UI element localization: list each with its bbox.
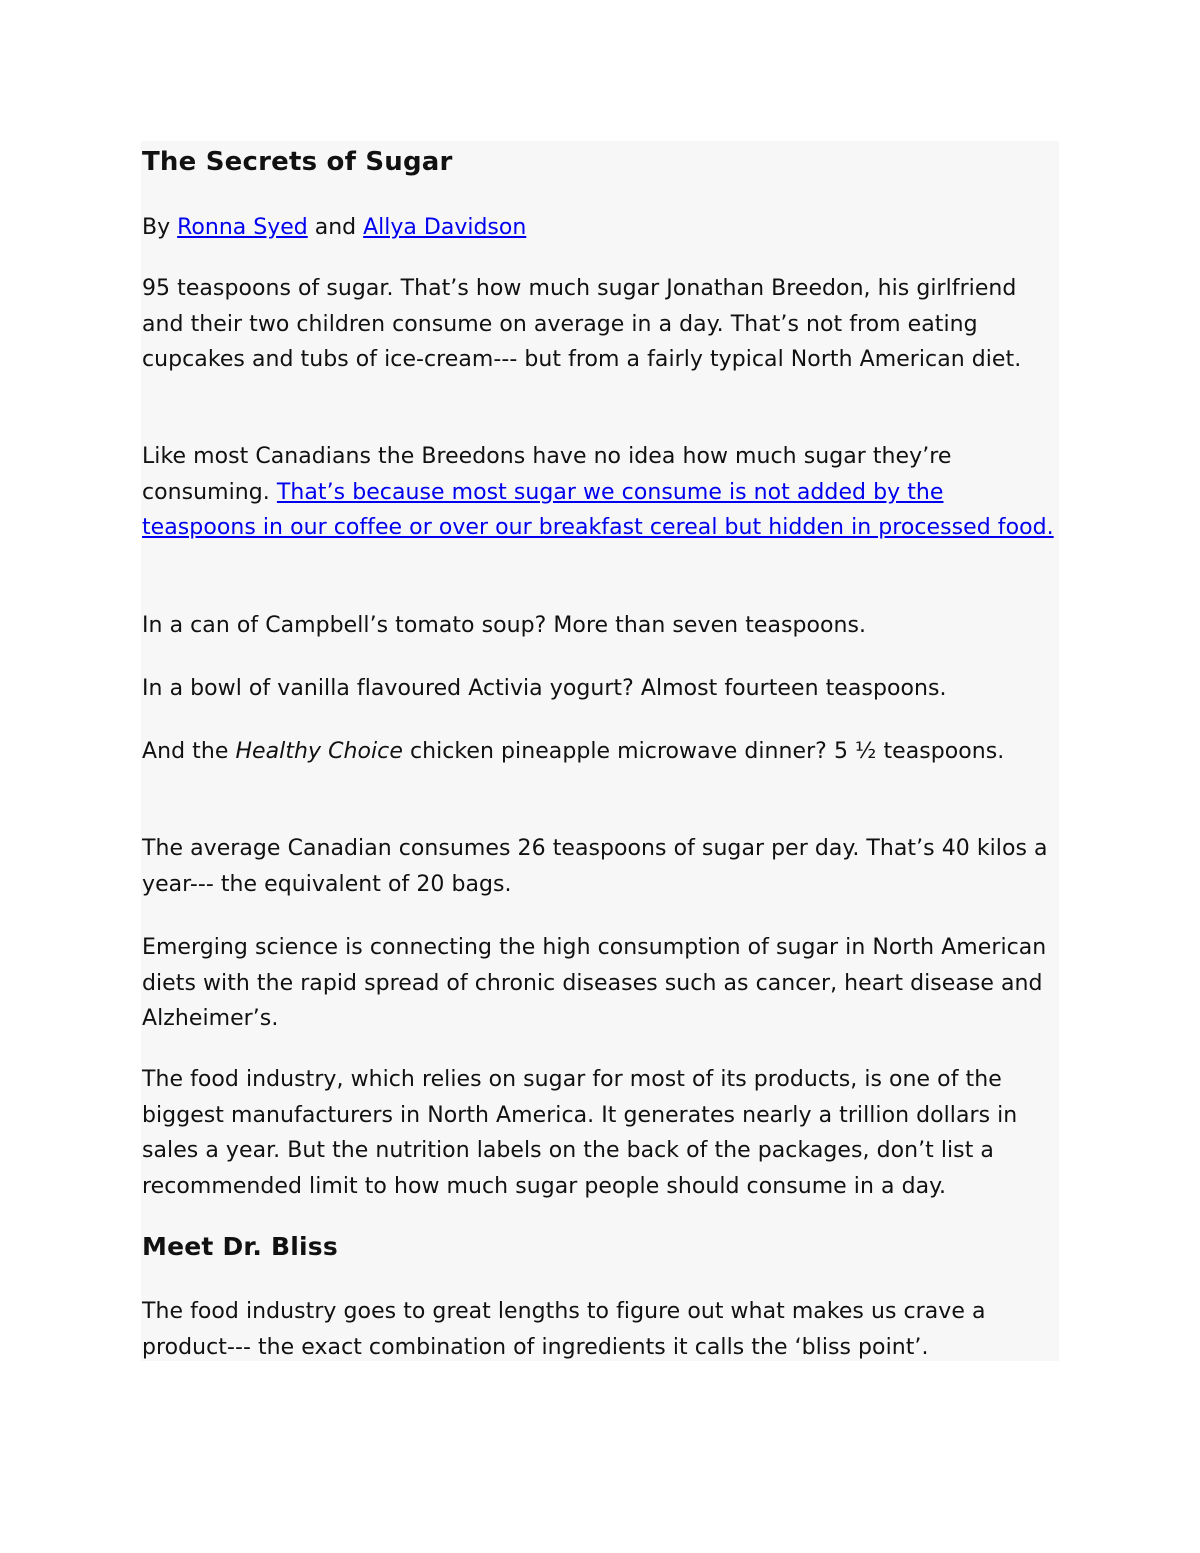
paragraph-campbells: In a can of Campbell’s tomato soup? More than seven teaspoons.	[142, 613, 867, 638]
byline-joiner: and	[314, 215, 357, 240]
healthy-choice-before: And the	[142, 739, 229, 764]
byline	[142, 213, 526, 243]
paragraph-healthy-choice	[142, 734, 1060, 770]
processed-food-link[interactable]: That’s because most sugar we consume is not added by the teaspoons in our coffee or over our breakfast cereal but hidden in processed food.	[142, 479, 1054, 540]
paragraph-average-canadian: The average Canadian consumes 26 teaspoons of sugar per day. That’s 40 kilos a year--- the equivalent of 20 bags.	[142, 836, 1048, 897]
healthy-choice-brand: Healthy Choice	[235, 739, 403, 764]
article-body	[141, 141, 1059, 1361]
paragraph-breedons-text: Like most Canadians the Breedons have no idea how much sugar they’re consuming.	[142, 444, 952, 505]
paragraph-bliss-point: The food industry goes to great lengths to figure out what makes us crave a product--- the exact combination of ingredients it calls the ‘bliss point’.	[142, 1299, 986, 1360]
paragraph-food-industry: The food industry, which relies on sugar for most of its products, is one of the biggest manufacturers in North America. It generates nearly a trillion dollars in sales a year. But the nutrition labels on the back of the packages, don’t list a recommended limit to how much sugar people should consume in a day.	[142, 1067, 1018, 1199]
author-link-ronna-syed[interactable]: Ronna Syed	[177, 215, 308, 240]
healthy-choice-after: chicken pineapple microwave dinner? 5 ½ teaspoons.	[409, 739, 1005, 764]
paragraph-breedons	[142, 439, 1060, 546]
byline-prefix: By	[142, 215, 171, 240]
paragraph-intro: 95 teaspoons of sugar. That’s how much sugar Jonathan Breedon, his girlfriend and their two children consume on average in a day. That’s not from eating cupcakes and tubs of ice-cream--- but from a fairly typical North American diet.	[142, 276, 1022, 372]
paragraph-emerging-science: Emerging science is connecting the high consumption of sugar in North American diets with the rapid spread of chronic diseases such as cancer, heart disease and Alzheimer’s.	[142, 935, 1047, 1031]
author-link-allya-davidson[interactable]: Allya Davidson	[363, 215, 527, 240]
section-heading-dr-bliss: Meet Dr. Bliss	[142, 1232, 338, 1261]
article-title: The Secrets of Sugar	[142, 147, 453, 177]
paragraph-activia: In a bowl of vanilla flavoured Activia yogurt? Almost fourteen teaspoons.	[142, 676, 947, 701]
